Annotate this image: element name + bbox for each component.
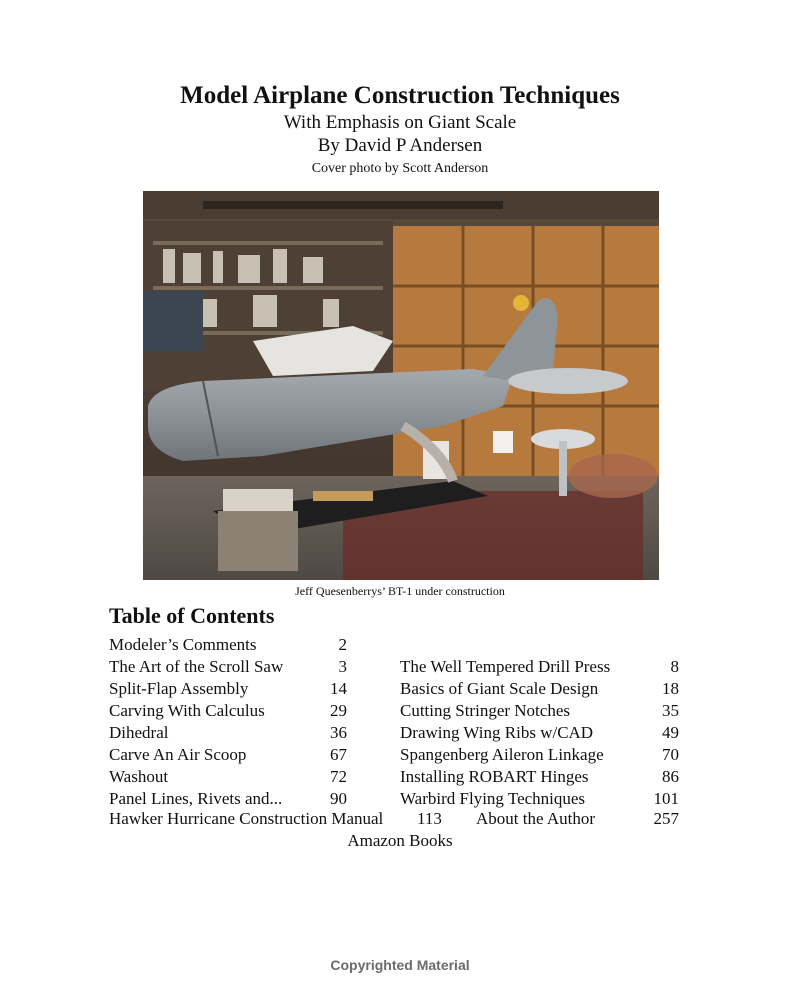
toc-entry-page: 86 xyxy=(662,767,679,786)
book-author: By David P Andersen xyxy=(317,135,483,156)
toc-entry-page: 257 xyxy=(653,809,679,828)
toc-entry-title: Basics of Giant Scale Design xyxy=(400,679,599,698)
toc-entry-title: Spangenberg Aileron Linkage xyxy=(400,745,604,764)
toc-entry-page: 8 xyxy=(670,657,679,676)
photo-caption: Jeff Quesenberrys’ BT-1 under construction xyxy=(295,584,505,598)
toc-row xyxy=(109,766,679,788)
toc-entry-page: 67 xyxy=(330,745,347,764)
toc-entry-title: Modeler’s Comments xyxy=(109,635,257,654)
toc-entry-title: Hawker Hurricane Construction Manual xyxy=(109,809,384,828)
toc-heading: Table of Contents xyxy=(109,603,275,628)
toc-entry-page: 14 xyxy=(330,679,347,698)
publisher: Amazon Books xyxy=(347,831,453,850)
toc-entry-page: 90 xyxy=(330,789,347,808)
cover-photo xyxy=(143,191,659,580)
toc-row xyxy=(109,700,679,722)
toc-entry-title: Split-Flap Assembly xyxy=(109,679,249,698)
toc-entry-title: Carve An Air Scoop xyxy=(109,745,247,764)
toc-entry-page: 36 xyxy=(330,723,347,742)
toc-entry-page: 101 xyxy=(653,789,679,808)
photo-credit: Cover photo by Scott Anderson xyxy=(311,161,489,176)
book-title: Model Airplane Construction Techniques xyxy=(180,82,620,109)
toc-entry-page: 2 xyxy=(338,635,347,654)
toc-row xyxy=(109,678,679,700)
toc-entry-page: 72 xyxy=(330,767,347,786)
toc-entry-page: 18 xyxy=(662,679,679,698)
toc-entry-page: 35 xyxy=(662,701,679,720)
toc-entry-title: The Well Tempered Drill Press xyxy=(400,657,611,676)
toc-entry-title: Panel Lines, Rivets and... xyxy=(109,789,283,808)
toc-entry-title: Carving With Calculus xyxy=(109,701,265,720)
toc-entry-page: 113 xyxy=(417,809,442,828)
toc-row xyxy=(109,656,679,678)
toc-row xyxy=(109,808,679,830)
copyright-notice: Copyrighted Material xyxy=(330,957,470,973)
toc-row xyxy=(109,788,679,810)
toc-entry-title: The Art of the Scroll Saw xyxy=(109,657,284,676)
toc-entry-title: Washout xyxy=(109,767,169,786)
toc-entry-title: About the Author xyxy=(476,809,595,828)
toc-entry-title: Drawing Wing Ribs w/CAD xyxy=(400,723,594,742)
toc-entry-title: Dihedral xyxy=(109,723,169,742)
toc-row xyxy=(109,722,679,744)
book-subtitle: With Emphasis on Giant Scale xyxy=(283,112,517,133)
toc-entry-page: 29 xyxy=(330,701,347,720)
toc-entry-page: 49 xyxy=(662,723,679,742)
toc-entry-title: Installing ROBART Hinges xyxy=(400,767,589,786)
toc-entry-title: Warbird Flying Techniques xyxy=(400,789,586,808)
toc-entry-page: 70 xyxy=(662,745,679,764)
toc-row xyxy=(109,744,679,766)
toc-entry-title: Cutting Stringer Notches xyxy=(400,701,570,720)
toc-entry-page: 3 xyxy=(338,657,347,676)
toc-row xyxy=(109,634,679,656)
